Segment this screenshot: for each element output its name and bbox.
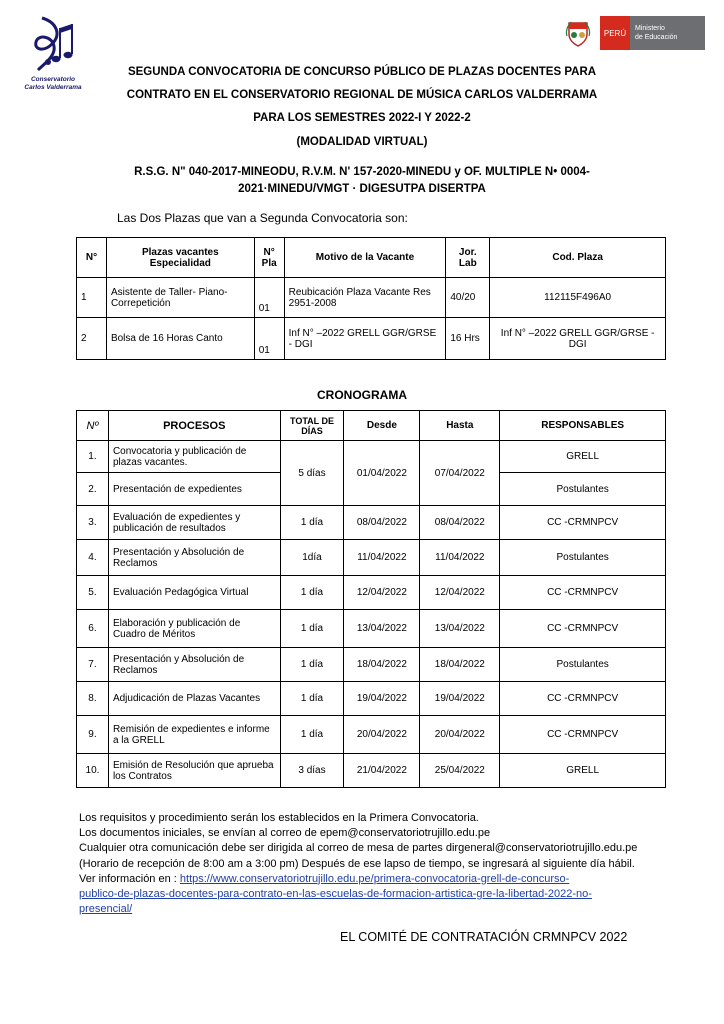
logo-text-line2: Carlos Valderrama [24, 84, 82, 91]
table-cell: 20/04/2022 [420, 716, 500, 754]
table-cell: 19/04/2022 [420, 682, 500, 716]
table-cell: CC -CRMNPCV [500, 716, 666, 754]
cronograma-header-row [77, 411, 666, 441]
cronograma-header-cell: Nº [77, 411, 109, 441]
table-cell: 18/04/2022 [344, 648, 420, 682]
table-cell: 25/04/2022 [420, 754, 500, 788]
plazas-header-cell: N° [77, 238, 107, 278]
table-cell: Asistente de Taller- Piano-Correpetición [106, 278, 254, 318]
table-cell: 3. [77, 506, 109, 540]
doc-title-line1: SEGUNDA CONVOCATORIA DE CONCURSO PÚBLICO DE PLAZAS DOCENTES PARA [127, 66, 597, 78]
footer-line: Los requisitos y procedimiento serán los establecidos en la Primera Convocatoria. [79, 812, 479, 824]
peru-label: PERÚ [600, 16, 630, 50]
plazas-header-row [77, 238, 666, 278]
table-cell: 7. [77, 648, 109, 682]
table-row [77, 318, 666, 360]
table-cell: 21/04/2022 [344, 754, 420, 788]
table-row [77, 716, 666, 754]
footer-line: (Horario de recepción de 8:00 am a 3:00 pm) Después de ese lapso de tiempo, se ingresará al siguiente día hábil. [79, 857, 635, 870]
table-cell: 1 día [280, 576, 344, 610]
table-cell: 6. [77, 610, 109, 648]
table-row [77, 754, 666, 788]
table-cell: Elaboración y publicación de Cuadro de Méritos [108, 610, 280, 648]
table-cell: 1día [280, 540, 344, 576]
table-cell: 8. [77, 682, 109, 716]
plazas-header-cell: Jor. Lab [446, 238, 490, 278]
table-cell: 4. [77, 540, 109, 576]
table-cell: 13/04/2022 [420, 610, 500, 648]
table-cell: 40/20 [446, 278, 490, 318]
doc-title-line2: CONTRATO EN EL CONSERVATORIO REGIONAL DE MÚSICA CARLOS VALDERRAMA [126, 89, 598, 101]
table-row [77, 506, 666, 540]
cronograma-header-cell: Hasta [420, 411, 500, 441]
table-row [77, 610, 666, 648]
table-cell: 11/04/2022 [420, 540, 500, 576]
table-cell: Postulantes [500, 648, 666, 682]
table-cell: GRELL [500, 754, 666, 788]
table-row [77, 648, 666, 682]
table-cell: 18/04/2022 [420, 648, 500, 682]
table-row [77, 682, 666, 716]
table-cell: 01 [254, 278, 284, 318]
cronograma-title: CRONOGRAMA [317, 388, 407, 402]
table-cell: Adjudicación de Plazas Vacantes [108, 682, 280, 716]
table-cell: Postulantes [500, 473, 666, 506]
footer-link-prefix: Ver información en : [79, 872, 180, 885]
cronograma-table [76, 410, 666, 788]
table-cell: 5 días [280, 441, 344, 506]
table-cell: Presentación y Absolución de Reclamos [108, 648, 280, 682]
table-cell: 1. [77, 441, 109, 473]
conservatorio-logo [22, 14, 84, 94]
cronograma-header-cell: TOTAL DE DÍAS [280, 411, 344, 441]
footer-line: Los documentos iniciales, se envían al correo de epem@conservatoriotrujillo.edu.pe [79, 827, 491, 840]
table-cell: Evaluación Pedagógica Virtual [108, 576, 280, 610]
table-cell: 1 [77, 278, 107, 318]
minedu-logo [556, 16, 705, 50]
table-cell: Presentación de expedientes [108, 473, 280, 506]
table-cell: Bolsa de 16 Horas Canto [106, 318, 254, 360]
table-cell: 01/04/2022 [344, 441, 420, 506]
table-cell: 20/04/2022 [344, 716, 420, 754]
table-cell: Remisión de expedientes e informe a la GRELL [108, 716, 280, 754]
footer-line [79, 872, 669, 887]
table-cell: 08/04/2022 [344, 506, 420, 540]
info-link-continued[interactable]: publico-de-plazas-docentes-para-contrato-en-las-escuelas-de-formacion-artistica-gre-la-libertad-2022-no- [79, 888, 592, 901]
table-cell: 1 día [280, 716, 344, 754]
table-cell: Presentación y Absolución de Reclamos [108, 540, 280, 576]
info-link-end[interactable]: presencial/ [79, 903, 133, 916]
table-cell: Reubicación Plaza Vacante Res 2951-2008 [284, 278, 446, 318]
table-cell: 112115F496A0 [490, 278, 666, 318]
plazas-table [76, 237, 666, 360]
table-cell: CC -CRMNPCV [500, 506, 666, 540]
plazas-header-cell: Motivo de la Vacante [284, 238, 446, 278]
table-row [77, 576, 666, 610]
table-cell: GRELL [500, 441, 666, 473]
table-row [77, 441, 666, 473]
table-cell: 2 [77, 318, 107, 360]
table-cell: Inf N° –2022 GRELL GGR/GRSE - DGI [284, 318, 446, 360]
cronograma-header-cell: Desde [344, 411, 420, 441]
table-cell: 12/04/2022 [420, 576, 500, 610]
table-cell: Emisión de Resolución que aprueba los Contratos [108, 754, 280, 788]
table-cell: 01 [254, 318, 284, 360]
table-cell: 08/04/2022 [420, 506, 500, 540]
doc-title-line4: (MODALIDAD VIRTUAL) [296, 136, 428, 148]
table-cell: 19/04/2022 [344, 682, 420, 716]
table-cell: CC -CRMNPCV [500, 682, 666, 716]
table-cell: 07/04/2022 [420, 441, 500, 506]
plazas-header-cell: Cod. Plaza [490, 238, 666, 278]
committee-signature: EL COMITÉ DE CONTRATACIÓN CRMNPCV 2022 [340, 930, 628, 944]
intro-text: Las Dos Plazas que van a Segunda Convocatoria son: [117, 211, 408, 225]
plazas-header-cell: N° Pla [254, 238, 284, 278]
plazas-header-cell: Plazas vacantes Especialidad [106, 238, 254, 278]
table-row [77, 278, 666, 318]
table-row [77, 540, 666, 576]
footer-notes [79, 811, 669, 917]
doc-legal-line1: R.S.G. N" 040-2017-MINEODU, R.V.M. N' 157-2020-MINEDU y OF. MULTIPLE N• 0004- [134, 166, 590, 178]
cronograma-header-cell: PROCESOS [108, 411, 280, 441]
table-cell: 5. [77, 576, 109, 610]
table-cell: Convocatoria y publicación de plazas vacantes. [108, 441, 280, 473]
ministry-line1: Ministerio [635, 25, 665, 32]
table-cell: 13/04/2022 [344, 610, 420, 648]
table-cell: 2. [77, 473, 109, 506]
table-cell: 16 Hrs [446, 318, 490, 360]
table-cell: Evaluación de expedientes y publicación de resultados [108, 506, 280, 540]
music-note-logo-icon [22, 14, 84, 76]
doc-legal-line2: 2021·MINEDU/VMGT · DIGESUTPA DISERTPA [238, 183, 486, 195]
table-cell: CC -CRMNPCV [500, 610, 666, 648]
peru-shield-icon [556, 16, 600, 50]
logo-text-line1: Conservatorio [30, 76, 76, 83]
table-cell: 10. [77, 754, 109, 788]
table-cell: 3 días [280, 754, 344, 788]
cronograma-header-cell: RESPONSABLES [500, 411, 666, 441]
table-cell: Inf N° –2022 GRELL GGR/GRSE - DGI [490, 318, 666, 360]
ministry-line2: de Educación [635, 34, 678, 41]
table-cell: CC -CRMNPCV [500, 576, 666, 610]
doc-title-line3: PARA LOS SEMESTRES 2022-I Y 2022-2 [253, 112, 471, 124]
footer-line: Cualquier otra comunicación debe ser dirigida al correo de mesa de partes dirgeneral@conservatoriotrujillo.edu.pe [79, 842, 638, 855]
table-cell: 9. [77, 716, 109, 754]
table-cell: 11/04/2022 [344, 540, 420, 576]
ministry-label [630, 16, 705, 50]
table-cell: 1 día [280, 610, 344, 648]
info-link[interactable]: https://www.conservatoriotrujillo.edu.pe/primera-convocatoria-grell-de-concurso- [179, 872, 570, 885]
table-cell: 12/04/2022 [344, 576, 420, 610]
table-cell: 1 día [280, 648, 344, 682]
table-cell: Postulantes [500, 540, 666, 576]
table-cell: 1 día [280, 682, 344, 716]
table-cell: 1 día [280, 506, 344, 540]
